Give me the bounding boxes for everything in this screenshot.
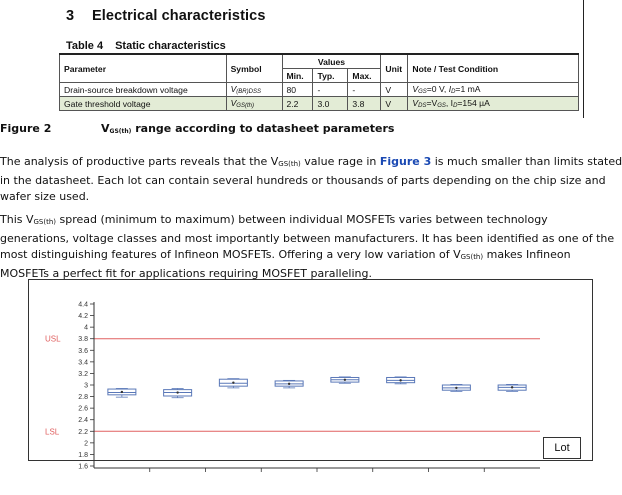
header-values: Values [282, 54, 381, 69]
paragraph-line: generations, voltage classes and most importantly between manufacturers. It has been identified as one of the [0, 231, 615, 245]
y-tick-label: 2.6 [78, 405, 88, 413]
box-mean-dot [176, 391, 178, 393]
section-number: 3 [66, 8, 75, 24]
cell-parameter: Gate threshold voltage [60, 97, 227, 111]
cell-typ: 3.0 [313, 97, 348, 111]
y-tick-label: 3.4 [78, 359, 88, 367]
limit-label-usl: USL [45, 334, 61, 344]
table-number: Table 4 [66, 40, 104, 52]
y-tick-label: 1.6 [78, 463, 88, 471]
cell-unit: V [381, 83, 408, 97]
x-axis-label: Lot [543, 437, 581, 459]
cell-note: VDS=VGS, ID=154 µA [408, 97, 579, 111]
header-max: Max. [348, 69, 381, 83]
y-tick-label: 2.2 [78, 428, 88, 436]
limit-label-lsl: LSL [45, 427, 60, 437]
cell-typ: - [313, 83, 348, 97]
box-mean-dot [455, 387, 457, 389]
figure-label: Figure 2 [0, 122, 52, 135]
cell-min: 2.2 [282, 97, 313, 111]
box-mean-dot [511, 386, 513, 388]
cell-max: 3.8 [348, 97, 381, 111]
figure-caption: Figure 2 VGS(th) range according to datasheet parameters [0, 122, 395, 135]
y-tick-label: 2 [84, 440, 88, 448]
y-tick-label: 3.6 [78, 347, 88, 355]
header-note: Note / Test Condition [408, 54, 579, 83]
paragraph-line: This VGS(th) spread (minimum to maximum) between individual MOSFETs varies between technology [0, 213, 548, 226]
y-tick-label: 1.8 [78, 451, 88, 459]
y-tick-label: 2.8 [78, 394, 88, 402]
box-mean-dot [288, 383, 290, 385]
header-symbol: Symbol [226, 54, 282, 83]
header-unit: Unit [381, 54, 408, 83]
cell-symbol: V(BR)DSS [226, 83, 282, 97]
box-mean-dot [344, 379, 346, 381]
header-typ: Typ. [313, 69, 348, 83]
box-mean-dot [121, 391, 123, 393]
cell-min: 80 [282, 83, 313, 97]
box-mean-dot [399, 379, 401, 381]
y-tick-label: 3.8 [78, 336, 88, 344]
y-tick-label: 4.4 [78, 301, 88, 309]
cell-unit: V [381, 97, 408, 111]
y-tick-label: 2.4 [78, 417, 88, 425]
paragraph-line: wafer size used. [0, 190, 90, 203]
paragraph-line: in the datasheet. Each lot can contain several hundreds or thousands of parts depending on the chip size and [0, 173, 606, 187]
y-tick-label: 3.2 [78, 370, 88, 378]
header-parameter: Parameter [60, 54, 227, 83]
y-tick-label: 4 [84, 324, 88, 332]
header-min: Min. [282, 69, 313, 83]
cell-max: - [348, 83, 381, 97]
y-tick-label: 4.2 [78, 313, 88, 321]
y-tick-label: 3 [84, 382, 88, 390]
box-mean-dot [232, 381, 234, 383]
paragraph-line: MOSFETs a perfect fit for applications requiring MOSFET paralleling. [0, 266, 372, 280]
cell-note: VGS=0 V, ID=1 mA [408, 83, 579, 97]
section-title: Electrical characteristics [92, 8, 266, 24]
paragraph-line: The analysis of productive parts reveals that the VGS(th) value rage in Figure 3 is much smaller than limits stated [0, 155, 622, 168]
table-title: Static characteristics [115, 40, 226, 52]
paragraph-line: most distinguishing features of Infineon MOSFETs. Offering a very low variation of VGS(th) makes Infineon [0, 248, 571, 261]
cell-parameter: Drain-source breakdown voltage [60, 83, 227, 97]
figure-3-link[interactable]: Figure 3 [379, 155, 432, 168]
cell-symbol: VGS(th) [226, 97, 282, 111]
